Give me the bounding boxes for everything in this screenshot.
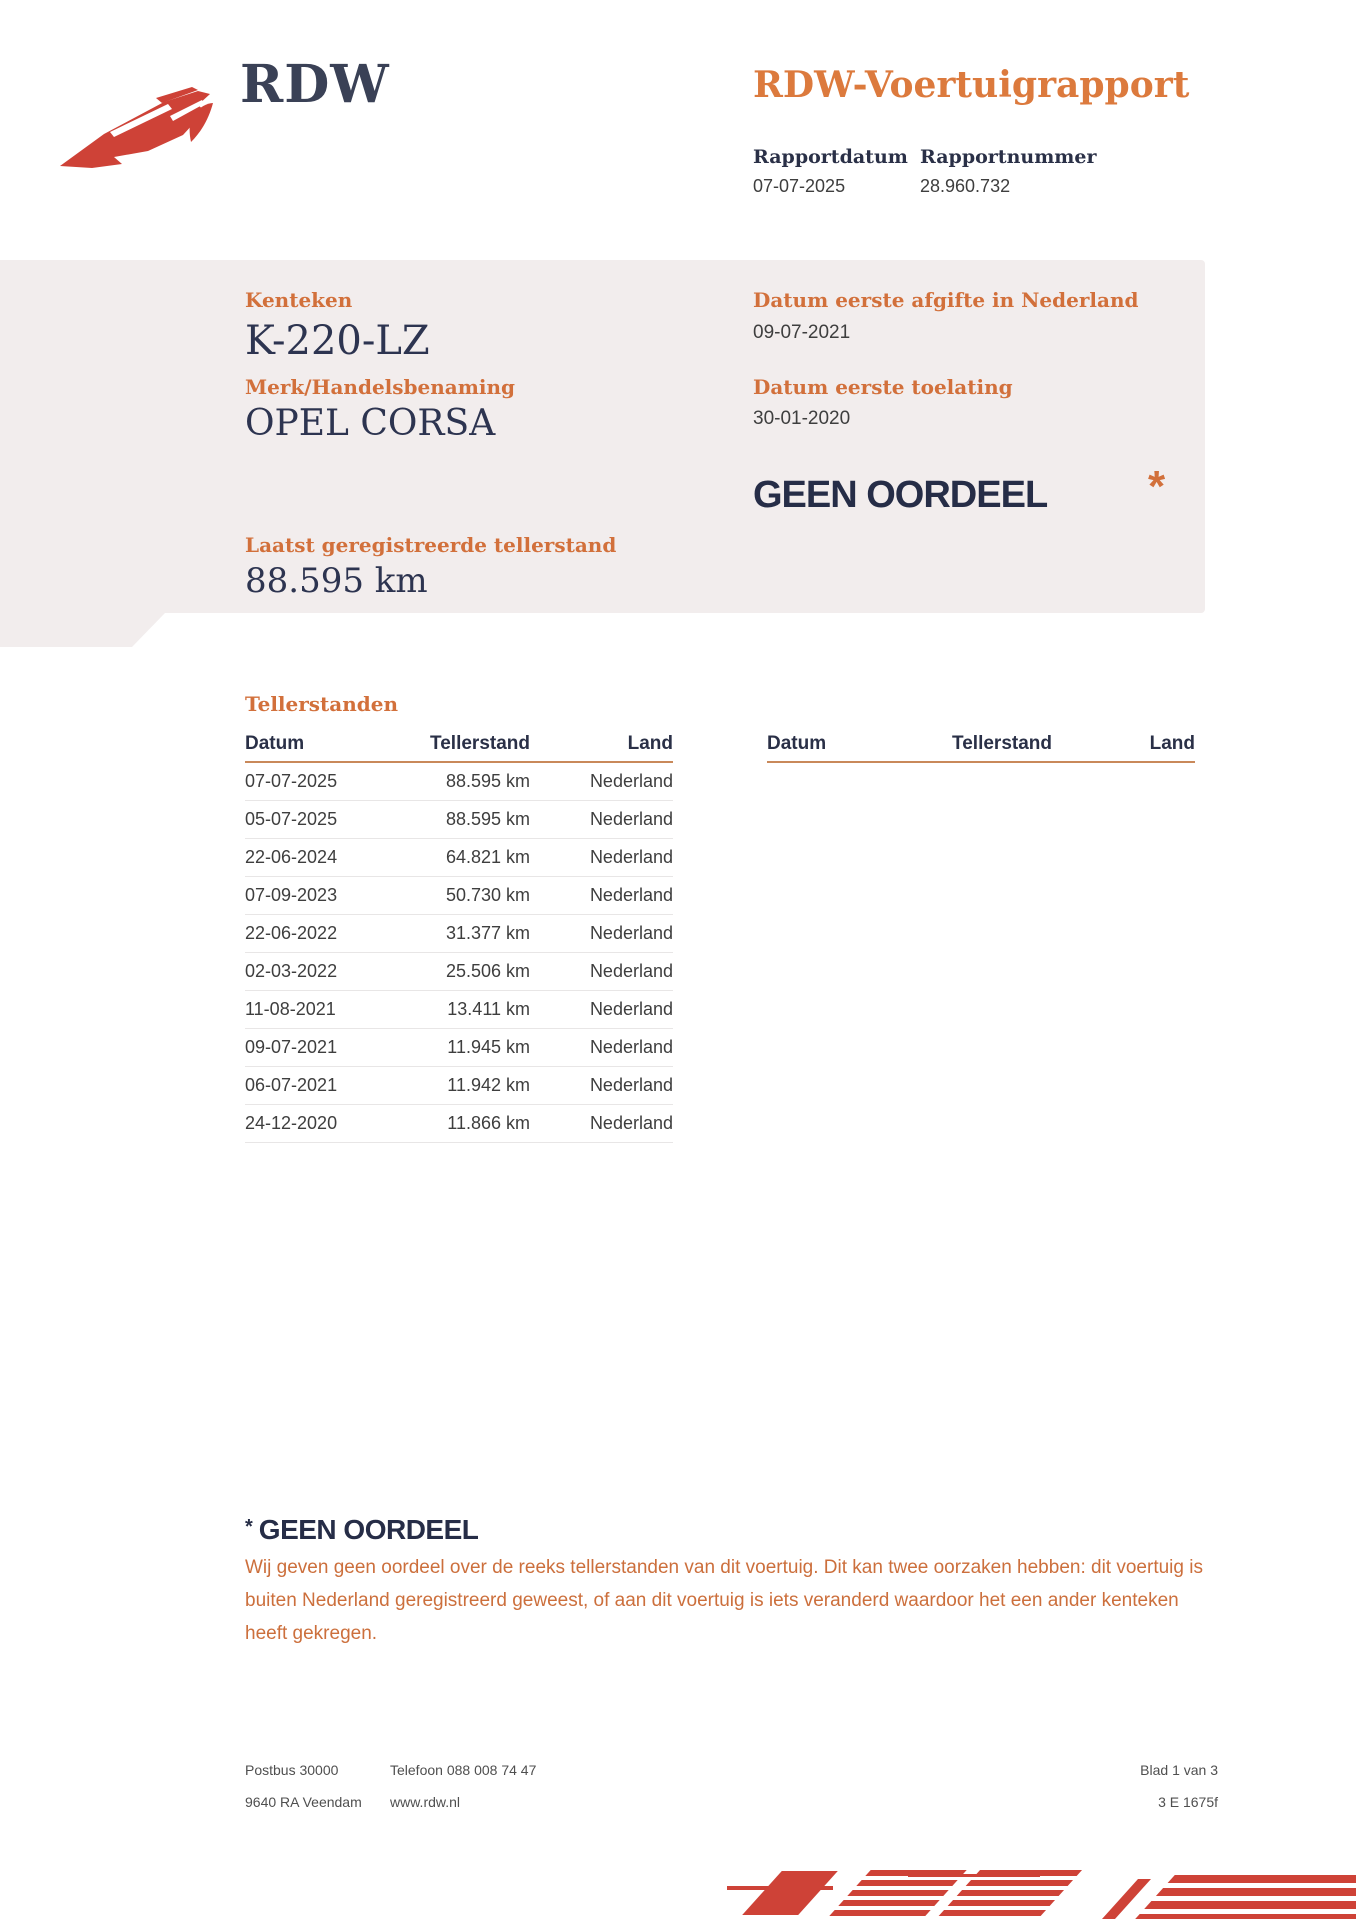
table-row — [245, 1029, 673, 1067]
afgifte-label: Datum eerste afgifte in Nederland — [753, 288, 1139, 312]
footer-website: www.rdw.nl — [390, 1794, 461, 1810]
tellerstand-label: Laatst geregistreerde tellerstand — [245, 533, 617, 557]
km-cell: 50.730 km — [445, 885, 530, 905]
date-cell: 06-07-2021 — [245, 1075, 338, 1095]
table-header-row — [245, 733, 673, 763]
kenteken-label: Kenteken — [245, 288, 353, 312]
table-row — [245, 801, 673, 839]
date-cell: 05-07-2025 — [245, 809, 338, 829]
report-number-label: Rapportnummer — [920, 146, 1097, 168]
land-cell: Nederland — [589, 923, 673, 943]
kenteken-value: K-220-LZ — [245, 318, 430, 364]
table-row — [245, 1105, 673, 1143]
rdw-wing-icon — [52, 78, 224, 170]
table-row — [245, 953, 673, 991]
km-cell: 11.866 km — [447, 1113, 530, 1133]
footer-form-code: 3 E 1675f — [1158, 1794, 1218, 1810]
date-cell: 09-07-2021 — [245, 1037, 338, 1057]
merk-value: OPEL CORSA — [245, 403, 496, 444]
km-cell: 31.377 km — [445, 923, 530, 943]
column-header-land: Land — [1149, 733, 1195, 754]
odometer-table-left — [245, 733, 673, 1143]
land-cell: Nederland — [589, 885, 673, 905]
column-header-tellerstand: Tellerstand — [952, 733, 1052, 754]
column-header-tellerstand: Tellerstand — [430, 733, 530, 754]
footnote-body: Wij geven geen oordeel over de reeks tellerstanden van dit voertuig. Dit kan twee oorzaken hebben: dit voertuig is buiten Nederland geregistreerd geweest, of aan dit voertuig is iets veranderd waardoor het een ander kenteken heeft gekregen. — [245, 1557, 1203, 1644]
land-cell: Nederland — [589, 1037, 673, 1057]
table-row — [245, 763, 673, 801]
date-cell: 11-08-2021 — [245, 999, 336, 1019]
footer-address-line2: 9640 RA Veendam — [245, 1794, 362, 1810]
land-cell: Nederland — [589, 1075, 673, 1095]
km-cell: 64.821 km — [445, 847, 530, 867]
date-cell: 07-09-2023 — [245, 885, 338, 905]
date-cell: 22-06-2022 — [245, 923, 338, 943]
date-cell: 22-06-2024 — [245, 847, 338, 867]
land-cell: Nederland — [589, 1113, 673, 1133]
date-cell: 02-03-2022 — [245, 961, 338, 981]
date-cell: 07-07-2025 — [245, 771, 338, 791]
column-header-datum: Datum — [767, 733, 827, 754]
footnote-heading — [245, 1514, 478, 1546]
table-row — [245, 877, 673, 915]
km-cell: 25.506 km — [445, 961, 530, 981]
toelating-value: 30-01-2020 — [753, 408, 851, 429]
footer-address-line1: Postbus 30000 — [245, 1762, 339, 1778]
footnote-title: GEEN OORDEEL — [258, 1514, 479, 1545]
report-date-value: 07-07-2025 — [753, 176, 846, 196]
report-number-value: 28.960.732 — [920, 176, 1011, 196]
km-cell: 13.411 km — [447, 999, 530, 1019]
footer-page-number: Blad 1 van 3 — [1140, 1762, 1218, 1778]
km-cell: 11.945 km — [447, 1037, 530, 1057]
table-row — [245, 1067, 673, 1105]
report-title: RDW-Voertuigrapport — [753, 64, 1190, 106]
verdict-asterisk: * — [1148, 462, 1166, 511]
column-header-datum: Datum — [245, 733, 305, 754]
summary-panel — [0, 260, 1205, 613]
km-cell: 11.942 km — [447, 1075, 530, 1095]
rdw-logo-text: RDW — [240, 54, 390, 115]
summary-panel-tail — [0, 613, 165, 647]
toelating-label: Datum eerste toelating — [753, 375, 1013, 399]
land-cell: Nederland — [589, 809, 673, 829]
land-cell: Nederland — [589, 771, 673, 791]
afgifte-value: 09-07-2021 — [753, 322, 851, 343]
table-header-row — [767, 733, 1195, 763]
merk-label: Merk/Handelsbenaming — [245, 375, 516, 399]
speed-stripes-icon — [700, 1864, 1356, 1919]
footnote-asterisk: * — [245, 1516, 253, 1538]
odometer-table-right — [767, 733, 1195, 763]
tellerstand-value: 88.595 km — [245, 561, 428, 601]
land-cell: Nederland — [589, 961, 673, 981]
land-cell: Nederland — [589, 847, 673, 867]
km-cell: 88.595 km — [445, 771, 530, 791]
footer-phone: Telefoon 088 008 74 47 — [390, 1762, 537, 1778]
tellerstanden-title: Tellerstanden — [245, 692, 399, 716]
verdict-text: GEEN OORDEEL — [753, 474, 1048, 516]
report-date-label: Rapportdatum — [753, 146, 908, 168]
table-row — [245, 839, 673, 877]
date-cell: 24-12-2020 — [245, 1113, 338, 1133]
column-header-land: Land — [627, 733, 673, 754]
km-cell: 88.595 km — [445, 809, 530, 829]
table-row — [245, 991, 673, 1029]
table-row — [245, 915, 673, 953]
land-cell: Nederland — [589, 999, 673, 1019]
